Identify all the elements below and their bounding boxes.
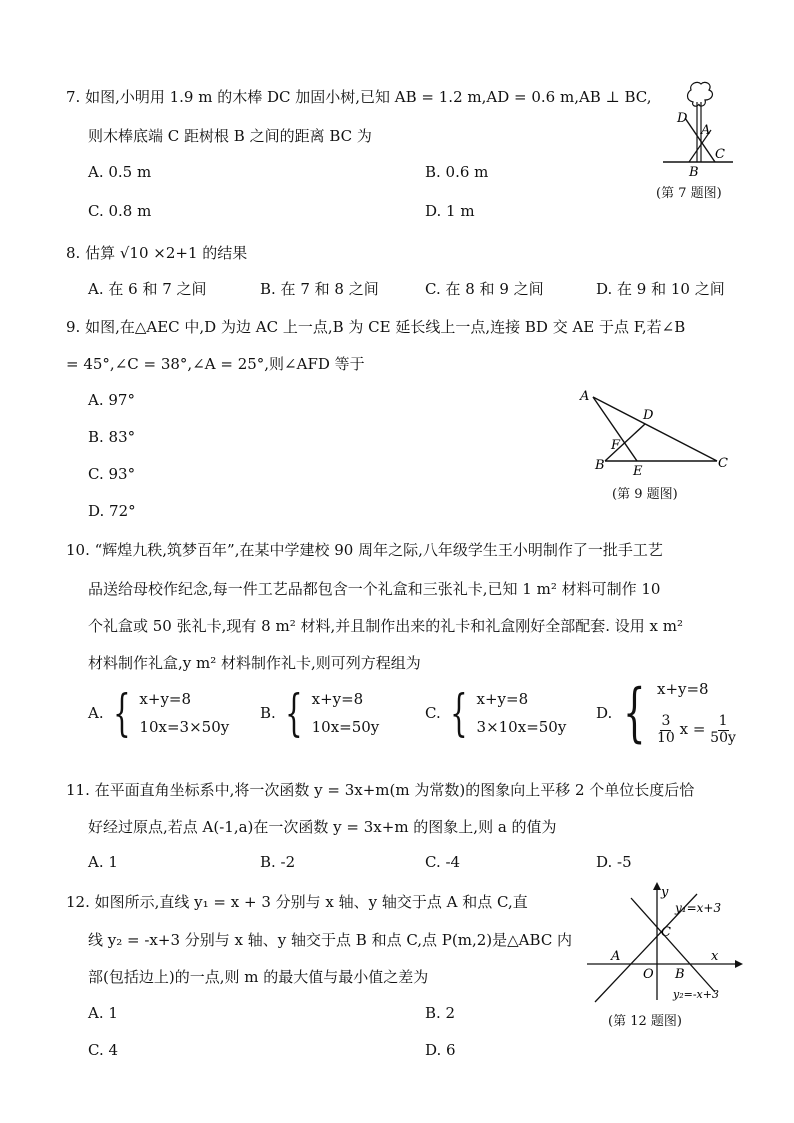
eq-1: x+y=8 <box>139 690 192 708</box>
eq-1: x+y=8 <box>311 690 364 708</box>
label-x: x <box>711 949 719 964</box>
q12-option-d: D. 6 <box>425 1041 456 1059</box>
label-a: A <box>611 949 621 964</box>
frac-num: 1 <box>718 713 728 730</box>
q10-stem-line3: 个礼盒或 50 张礼卡,现有 8 m² 材料,并且制作出来的礼卡和礼盒刚好全部配套. 设用 x m² <box>88 617 684 635</box>
q9-option-a: A. 97° <box>88 391 135 409</box>
q9-option-b: B. 83° <box>88 428 136 446</box>
q7-stem-line1: 7. 如图,小明用 1.9 m 的木棒 DC 加固小树,已知 AB = 1.2 m,AD = 0.6 m,AB ⊥ BC, <box>66 88 652 106</box>
q12-stem-line2: 线 y₂ = -x+3 分别与 x 轴、y 轴交于点 B 和点 C,点 P(m,2)是△ABC 内 <box>88 931 573 949</box>
option-label: A. <box>88 704 104 722</box>
label-c: C <box>718 456 728 471</box>
q10-stem-line4: 材料制作礼盒,y m² 材料制作礼卡,则可列方程组为 <box>88 654 421 672</box>
q8-option-b: B. 在 7 和 8 之间 <box>260 280 379 298</box>
q12-option-a: A. 1 <box>88 1004 118 1022</box>
label-y1: y₁=x+3 <box>675 901 722 915</box>
y-axis-arrow <box>653 882 661 890</box>
brace-symbol: { <box>284 684 303 742</box>
brace-symbol: { <box>623 676 646 750</box>
label-a: A <box>701 123 711 138</box>
q11-option-b: B. -2 <box>260 853 296 871</box>
label-a: A <box>580 389 590 404</box>
q8-option-a: A. 在 6 和 7 之间 <box>88 280 207 298</box>
q10-stem-line2: 品送给母校作纪念,每一件工艺品都包含一个礼盒和三张礼卡,已知 1 m² 材料可制作 10 <box>88 580 661 598</box>
q8-option-d: D. 在 9 和 10 之间 <box>596 280 725 298</box>
frac-den: 50y <box>710 729 736 746</box>
q11-stem-line2: 好经过原点,若点 A(-1,a)在一次函数 y = 3x+m 的图象上,则 a 的值为 <box>88 818 557 836</box>
frac-num: 3 <box>661 713 671 730</box>
eq-1: x+y=8 <box>476 690 529 708</box>
q10-option-b <box>260 684 380 742</box>
label-f: F <box>611 438 621 453</box>
q7-option-b: B. 0.6 m <box>425 163 489 181</box>
eq-2 <box>657 714 736 746</box>
q10-stem-line1: 10. “辉煌九秩,筑梦百年”,在某中学建校 90 周年之际,八年级学生王小明制作了一批手工艺 <box>66 541 663 559</box>
brace-symbol: { <box>449 684 468 742</box>
label-b: B <box>595 458 605 473</box>
option-label: D. <box>596 704 613 722</box>
q12-option-b: B. 2 <box>425 1004 456 1022</box>
eq-mid: x = <box>679 720 706 739</box>
q7-stem-line2: 则木棒底端 C 距树根 B 之间的距离 BC 为 <box>88 127 372 145</box>
label-d: D <box>677 111 688 126</box>
q7-figure <box>655 78 745 180</box>
tree-crown <box>688 82 713 106</box>
brace-symbol: { <box>112 684 131 742</box>
label-y2: y₂=-x+3 <box>673 988 719 1001</box>
q9-figure <box>575 385 735 480</box>
q11-stem-line1: 11. 在平面直角坐标系中,将一次函数 y = 3x+m(m 为常数)的图象向上平移 2 个单位长度后恰 <box>66 781 695 799</box>
frac-den: 10 <box>656 729 675 746</box>
eq-2: 3×10x=50y <box>476 718 567 736</box>
q12-option-c: C. 4 <box>88 1041 119 1059</box>
label-c: C <box>715 147 725 162</box>
q7-caption: (第 7 题图) <box>656 186 722 201</box>
q9-stem-line1: 9. 如图,在△AEC 中,D 为边 AC 上一点,B 为 CE 延长线上一点,连接 BD 交 AE 于点 F,若∠B <box>66 318 686 336</box>
stick-dc <box>685 118 715 162</box>
label-e: E <box>633 464 643 479</box>
q12-caption: (第 12 题图) <box>608 1014 682 1029</box>
label-d: D <box>643 408 654 423</box>
q9-option-d: D. 72° <box>88 502 136 520</box>
q9-stem-line2: = 45°,∠C = 38°,∠A = 25°,则∠AFD 等于 <box>66 355 365 373</box>
q12-stem-line3: 部(包括边上)的一点,则 m 的最大值与最小值之差为 <box>88 968 429 986</box>
q8-option-c: C. 在 8 和 9 之间 <box>425 280 544 298</box>
q11-option-d: D. -5 <box>596 853 632 871</box>
label-c: C <box>661 925 671 940</box>
q7-option-a: A. 0.5 m <box>88 163 152 181</box>
x-axis-arrow <box>735 960 743 968</box>
q10-option-c <box>425 684 567 742</box>
q9-caption: (第 9 题图) <box>612 487 678 502</box>
label-o: O <box>643 967 654 982</box>
q10-option-d <box>596 676 736 750</box>
eq-1: x+y=8 <box>656 680 709 698</box>
q11-option-c: C. -4 <box>425 853 461 871</box>
q12-figure <box>585 880 755 1005</box>
q8-stem: 8. 估算 √10 ×2+1 的结果 <box>66 244 248 262</box>
q7-option-c: C. 0.8 m <box>88 202 152 220</box>
label-b: B <box>675 967 685 982</box>
q9-option-c: C. 93° <box>88 465 136 483</box>
q7-option-d: D. 1 m <box>425 202 475 220</box>
q12-stem-line1: 12. 如图所示,直线 y₁ = x + 3 分别与 x 轴、y 轴交于点 A 和点 C,直 <box>66 893 528 911</box>
option-label: B. <box>260 704 276 722</box>
q10-option-a <box>88 684 230 742</box>
option-label: C. <box>425 704 441 722</box>
eq-2: 10x=3×50y <box>139 718 230 736</box>
q11-option-a: A. 1 <box>88 853 118 871</box>
label-y: y <box>661 885 669 900</box>
label-b: B <box>689 165 699 180</box>
eq-2: 10x=50y <box>311 718 380 736</box>
